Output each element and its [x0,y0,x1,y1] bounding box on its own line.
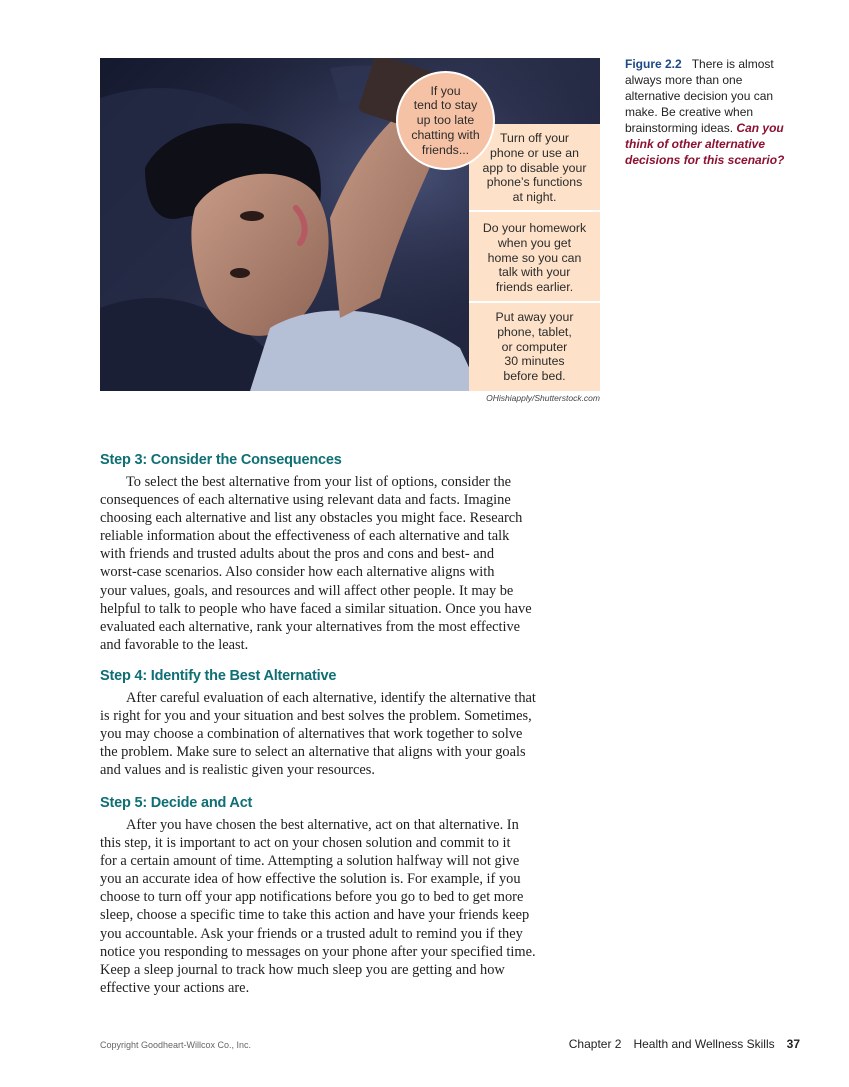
option-line: phone’s functions [486,175,583,190]
bubble-line: If you [430,83,461,98]
body-line: and values and is realistic given your resources. [100,762,375,779]
section-body-step-5 [100,816,600,997]
option-line: Turn off your [499,131,570,145]
option-line: app to disable your [482,160,587,175]
body-line: choose to turn off your app notifications before you go to bed to get more [100,889,524,906]
option-line: 30 minutes [504,354,565,369]
figure-label: Figure 2.2 [625,57,682,71]
body-line: Keep a sleep journal to track how much sleep you are getting and how [100,961,505,978]
option-line: phone or use an [490,145,579,160]
body-line: worst-case scenarios. Also consider how each alternative aligns with [100,564,495,581]
option-box-3 [469,305,600,389]
option-line: before bed. [503,369,566,384]
option-line: Do your homework [482,221,587,235]
option-line: phone, tablet, [497,324,572,339]
body-line: you accountable. Ask your friends or a trusted adult to remind you if they [100,925,523,942]
bubble-line: up too late [416,113,475,128]
section-heading-step-4: Step 4: Identify the Best Alternative [100,668,337,684]
option-box-2 [469,215,600,301]
options-divider [469,301,600,303]
body-line: After you have chosen the best alternative, act on that alternative. In [126,817,519,833]
figure-caption [625,56,800,168]
caption-question: Can you think of other alternative decisions for this scenario? [625,121,785,167]
body-line: the problem. Make sure to select an alternative that aligns with your goals [100,744,526,761]
options-divider [469,210,600,212]
section-heading-step-3: Step 3: Consider the Consequences [100,452,342,468]
section-heading-step-5: Step 5: Decide and Act [100,795,253,811]
body-line: for a certain amount of time. Attempting a solution halfway will not give [100,853,520,870]
body-line: and favorable to the least. [100,636,249,653]
option-line: friends earlier. [495,280,574,295]
body-line: sleep, choose a specific time to take this action and have your friends keep [100,907,530,924]
body-line: with friends and trusted adults about the pros and cons and best- and [100,546,495,563]
option-line: Put away your [495,310,574,324]
body-line: effective your actions are. [100,979,250,996]
option-line: when you get [497,235,572,250]
section-body-step-3 [100,473,600,654]
body-line: evaluated each alternative, rank your alternatives from the most effective [100,618,521,635]
body-line: choosing each alternative and list any obstacles you might face. Research [100,510,523,527]
body-line: notice you responding to messages on your phone after your specified time. [100,943,536,960]
bubble-line: chatting with [411,127,480,142]
body-line: To select the best alternative from your list of options, consider the [126,474,512,490]
page-number: 37 [786,1037,800,1051]
body-line: your values, goals, and resources and will affect other people. It may be [100,582,514,599]
bubble-line: tend to stay [413,98,478,113]
body-line: consequences of each alternative using relevant data and facts. Imagine [100,492,511,509]
photo-credit: OHishiapply/Shutterstock.com [486,393,600,403]
running-footer [569,1037,800,1051]
body-line: reliable information about the effectiveness of each alternative and talk [100,528,510,545]
option-line: talk with your [498,265,571,280]
body-line: you may choose a combination of alternatives that work together to solve [100,726,523,743]
copyright-notice: Copyright Goodheart-Willcox Co., Inc. [100,1040,252,1050]
chapter-label: Chapter 2 [568,1037,622,1051]
option-line: or computer [501,339,568,354]
caption-text: There is almost always more than one alternative decision you can make. Be creative when brainstorming ideas. [625,57,774,135]
body-line: helpful to talk to people who have faced a similar situation. Once you have [100,600,532,617]
option-line: at night. [512,190,557,205]
option-line: home so you can [487,250,582,265]
body-line: After careful evaluation of each alternative, identify the alternative that [126,690,536,706]
body-line: is right for you and your situation and best solves the problem. Sometimes, [100,708,532,725]
body-line: this step, it is important to act on your chosen solution and commit to it [100,835,511,852]
bubble-line: friends... [421,142,470,157]
chapter-title: Health and Wellness Skills [633,1037,775,1051]
section-body-step-4 [100,689,600,779]
body-line: you an accurate idea of how effective the solution is. For example, if you [100,871,521,888]
scenario-bubble [396,71,495,170]
